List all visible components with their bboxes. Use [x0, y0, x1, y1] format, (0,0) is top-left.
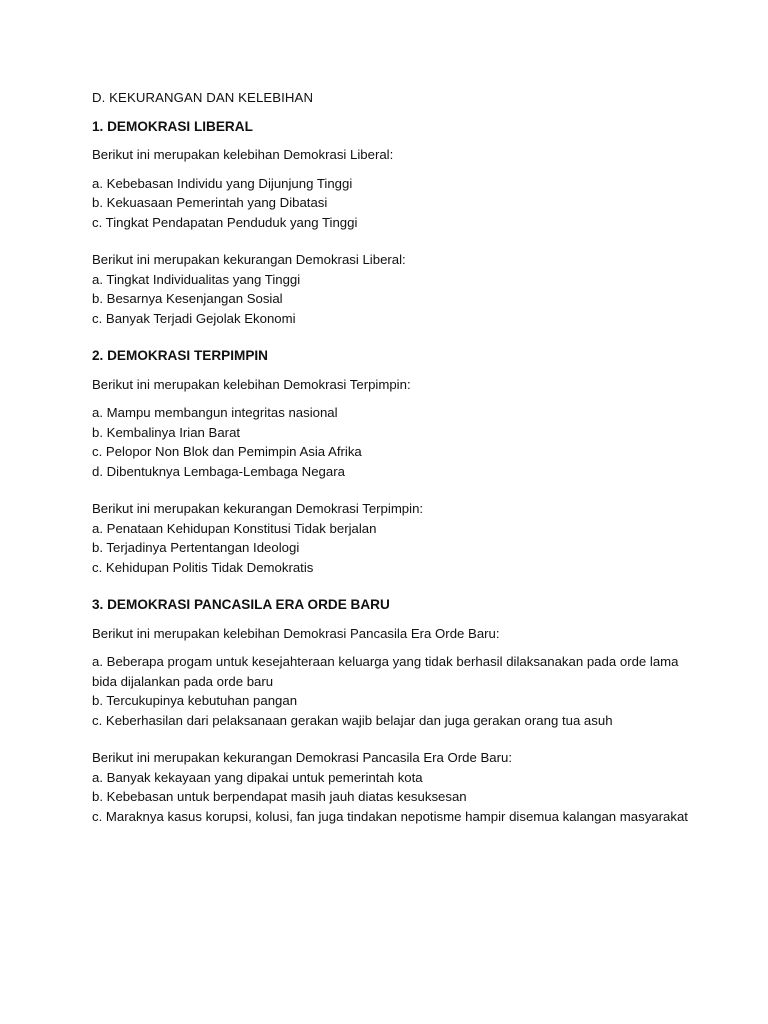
list-item: a. Beberapa progam untuk kesejahteraan keluarga yang tidak berhasil dilaksanakan pada orde lama bida dijalankan pada orde baru — [92, 654, 679, 689]
list-item: a. Penataan Kehidupan Konstitusi Tidak berjalan — [92, 520, 377, 536]
list-item: b. Kembalinya Irian Barat — [92, 424, 241, 440]
list-item: c. Tingkat Pendapatan Penduduk yang Tinggi — [92, 214, 358, 230]
disadvantages-intro: Berikut ini merupakan kekurangan Demokrasi Liberal: — [92, 252, 406, 267]
disadvantages-list — [92, 519, 692, 578]
disadvantages-intro: Berikut ini merupakan kekurangan Demokrasi Terpimpin: — [92, 501, 424, 516]
advantages-list — [92, 652, 692, 730]
list-item: b. Kebebasan untuk berpendapat masih jauh diatas kesuksesan — [92, 789, 467, 804]
list-item: b. Besarnya Kesenjangan Sosial — [92, 291, 283, 306]
document-page — [92, 88, 692, 826]
advantages-list — [92, 174, 692, 233]
list-item: a. Tingkat Individualitas yang Tinggi — [92, 271, 301, 287]
section-demokrasi-liberal — [92, 117, 692, 329]
list-item: b. Tercukupinya kebutuhan pangan — [92, 693, 298, 708]
list-item: b. Kekuasaan Pemerintah yang Dibatasi — [92, 195, 328, 210]
disadvantages-list — [92, 270, 692, 329]
list-item: d. Dibentuknya Lembaga-Lembaga Negara — [92, 463, 345, 479]
advantages-intro: Berikut ini merupakan kelebihan Demokrasi Liberal: — [92, 147, 394, 162]
advantages-list — [92, 403, 692, 481]
document-heading: D. KEKURANGAN DAN KELEBIHAN — [92, 90, 314, 105]
section-title: 2. DEMOKRASI TERPIMPIN — [92, 348, 268, 363]
advantages-intro: Berikut ini merupakan kelebihan Demokrasi Terpimpin: — [92, 376, 411, 392]
section-title: 3. DEMOKRASI PANCASILA ERA ORDE BARU — [92, 597, 390, 612]
list-item: c. Pelopor Non Blok dan Pemimpin Asia Afrika — [92, 444, 362, 459]
list-item: c. Keberhasilan dari pelaksanaan gerakan wajib belajar dan juga gerakan orang tua asuh — [92, 712, 613, 728]
disadvantages-intro: Berikut ini merupakan kekurangan Demokrasi Pancasila Era Orde Baru: — [92, 750, 513, 765]
section-demokrasi-terpimpin — [92, 346, 692, 577]
list-item: b. Terjadinya Pertentangan Ideologi — [92, 540, 300, 555]
list-item: a. Kebebasan Individu yang Dijunjung Tinggi — [92, 175, 353, 191]
disadvantages-list — [92, 768, 692, 827]
advantages-intro: Berikut ini merupakan kelebihan Demokrasi Pancasila Era Orde Baru: — [92, 625, 500, 641]
list-item: c. Maraknya kasus korupsi, kolusi, fan juga tindakan nepotisme hampir disemua kalangan masyarakat — [92, 808, 688, 824]
list-item: a. Mampu membangun integritas nasional — [92, 405, 338, 420]
section-demokrasi-pancasila-orde-baru — [92, 595, 692, 826]
list-item: c. Kehidupan Politis Tidak Demokratis — [92, 559, 314, 575]
list-item: a. Banyak kekayaan yang dipakai untuk pemerintah kota — [92, 769, 423, 785]
list-item: c. Banyak Terjadi Gejolak Ekonomi — [92, 310, 296, 326]
section-title: 1. DEMOKRASI LIBERAL — [92, 118, 253, 134]
